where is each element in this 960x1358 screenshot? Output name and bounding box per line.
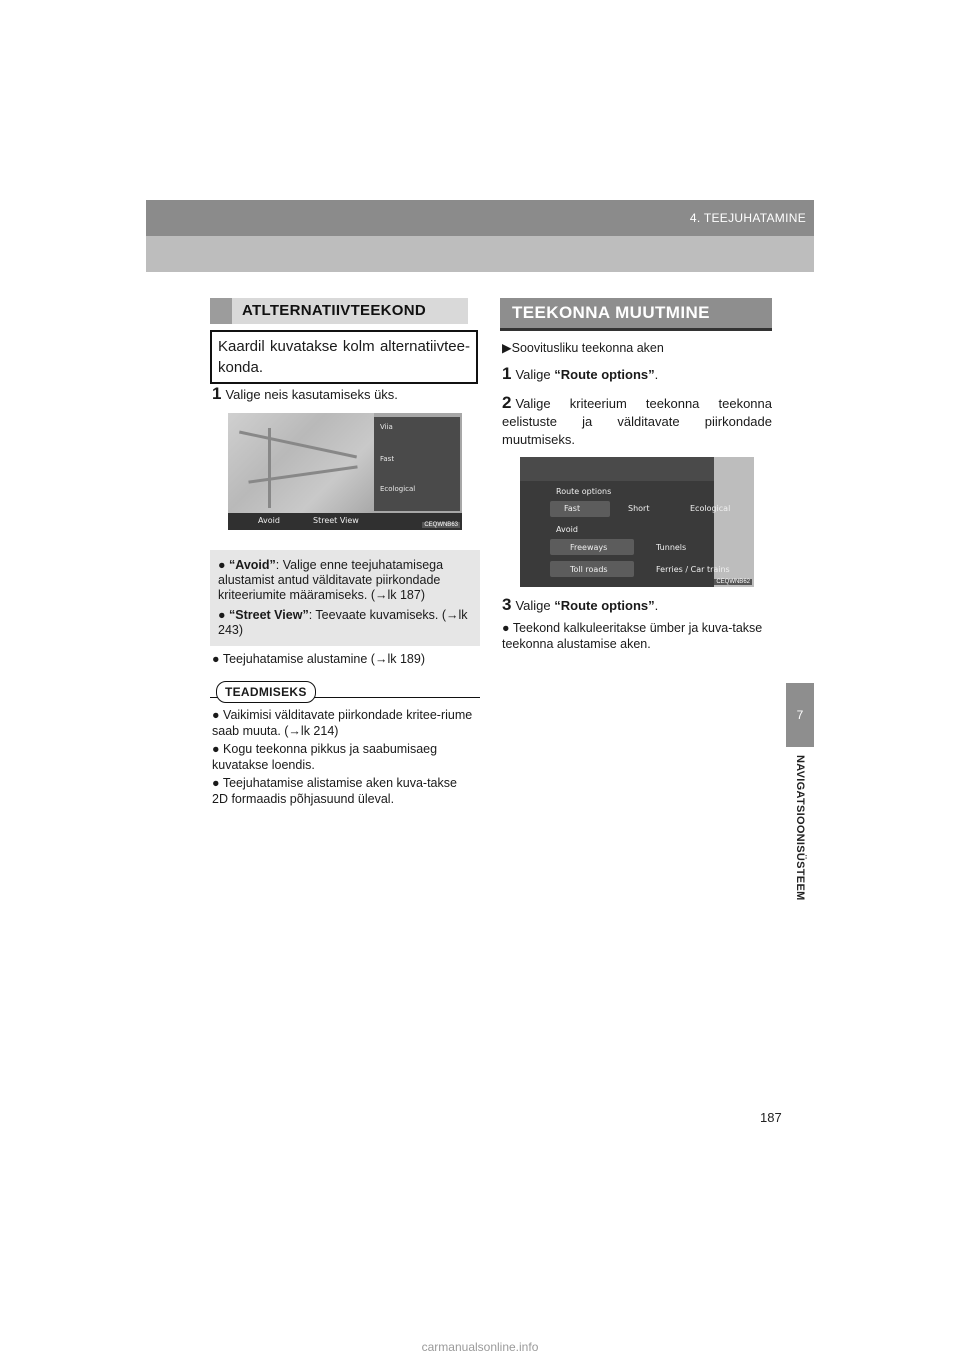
map-area: [228, 413, 374, 513]
avoid-label: Avoid: [556, 525, 578, 534]
watermark: carmanualsonline.info: [421, 1340, 539, 1354]
note-label: TEADMISEKS: [216, 681, 316, 703]
header-subband: [146, 236, 814, 272]
note-item: ● Teejuhatamise alistamise aken kuva-takse 2D formaadis põhjasuund üleval.: [212, 776, 457, 806]
chapter-tab-text: NAVIGATSIOONISÜSTEEM: [794, 755, 806, 901]
note-item: ● Kogu teekonna pikkus ja saabumisaeg kuvatakse loendis.: [212, 742, 438, 772]
arrow-icon: ▶: [502, 341, 512, 355]
bullet-icon: ●: [212, 652, 223, 666]
street-view-button[interactable]: Street View: [313, 516, 359, 525]
left-step-1: [212, 385, 398, 404]
start-guidance-item: ● Teejuhatamise alustamine (→lk 189): [212, 652, 425, 666]
avoid-button[interactable]: Avoid: [258, 516, 280, 525]
right-step-1: 1 Valige “Route options”.: [502, 364, 659, 383]
route-window-item: ▶Soovitusliku teekonna aken: [502, 341, 664, 355]
bullet-icon: ●: [212, 776, 223, 790]
image-code: CEQWNB62: [716, 579, 750, 585]
chapter-title: 4. TEEJUHATAMINE: [689, 211, 806, 225]
step-number: 3: [502, 595, 512, 614]
intro-box: Kaardil kuvatakse kolm alternatiivtee-konda.: [210, 330, 478, 384]
note-item: ● Vaikimisi välditavate piirkondade kritee-riume saab muuta. (→lk 214): [212, 708, 473, 738]
step-number: 1: [502, 364, 512, 383]
route-row: Ecological: [380, 485, 416, 493]
toll-roads-option[interactable]: Toll roads: [570, 565, 608, 574]
section-heading-change-route: [500, 298, 772, 331]
chapter-tab-number: 7: [786, 683, 814, 747]
bullet-icon: ●: [212, 742, 224, 756]
route-options-screenshot: [520, 457, 754, 587]
right-step-2: 2 Valige kriteerium teekonna teekonna eelistuste ja välditavate piirkondade muutmiseks.: [502, 393, 772, 447]
section-title-right: TEEKONNA MUUTMINE: [512, 303, 710, 322]
tunnels-option[interactable]: Tunnels: [656, 543, 687, 552]
route-row: Viia: [380, 423, 393, 431]
bullet-icon: ●: [218, 558, 230, 572]
page-number: 187: [760, 1110, 782, 1125]
step-text: Valige neis kasutamiseks üks.: [225, 387, 398, 402]
image-code: CEQWNB63: [424, 522, 458, 528]
ecological-option[interactable]: Ecological: [690, 504, 731, 513]
bullet-icon: ●: [218, 608, 230, 622]
alternative-routes-screenshot: [228, 413, 462, 530]
step-number: 1: [212, 384, 222, 403]
info-bullet-avoid: ● “Avoid”: Valige enne teejuhatamisega alustamist antud välditavate piirkondade kriteeriumite määramiseks. (→lk 187): [218, 558, 444, 602]
section-heading-alternative: [210, 298, 468, 324]
chapter-tab-label: [786, 755, 814, 955]
info-bullet-street-view: ● “Street View”: Teevaate kuvamiseks. (→lk 243): [218, 608, 468, 637]
recalculate-item: ● Teekond kalkuleeritakse ümber ja kuva-takse teekonna alustamise aken.: [502, 621, 763, 651]
bullet-icon: ●: [212, 708, 224, 722]
right-step-3: 3 Valige “Route options”.: [502, 595, 659, 614]
bullet-icon: ●: [502, 621, 513, 635]
fast-option[interactable]: Fast: [564, 504, 581, 513]
freeways-option[interactable]: Freeways: [570, 543, 608, 552]
header-band: [146, 200, 814, 236]
short-option[interactable]: Short: [628, 504, 650, 513]
ferries-option[interactable]: Ferries / Car trains: [656, 565, 730, 574]
step-number: 2: [502, 393, 512, 412]
route-list-panel: [374, 417, 460, 511]
info-box: [210, 550, 480, 646]
route-options-title: Route options: [556, 487, 612, 496]
heading-marker: [210, 298, 232, 324]
route-row: Fast: [380, 455, 395, 463]
section-title-left: ATLTERNATIIVTEEKOND: [242, 302, 427, 319]
